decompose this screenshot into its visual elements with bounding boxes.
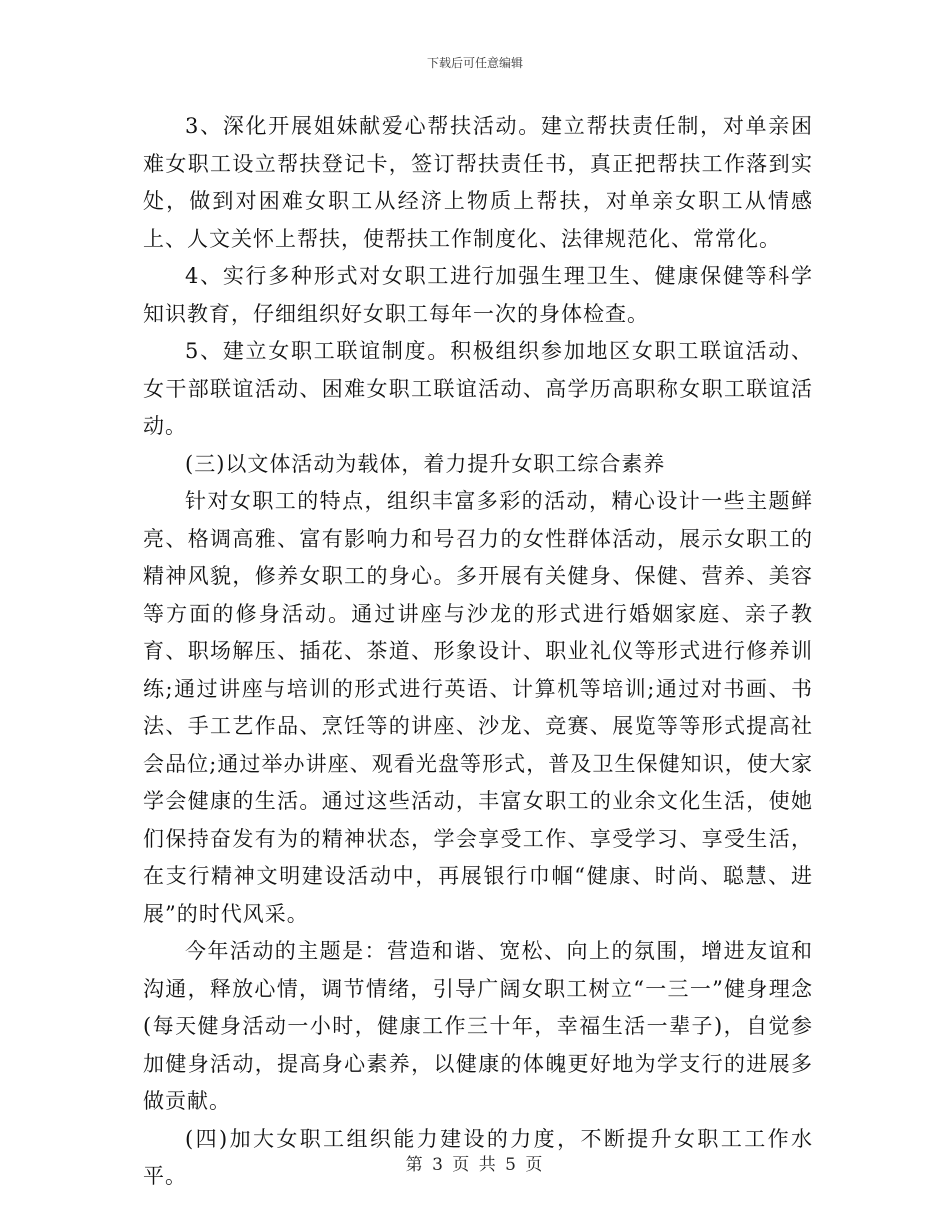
paragraph-theme: 今年活动的主题是：营造和谐、宽松、向上的氛围，增进友谊和沟通，释放心情，调节情绪，引导广阔女职工树立“一三一”健身理念(每天健身活动一小时，健康工作三十年，幸福生活一辈子)，自觉参加健身活动，提高身心素养，以健康的体魄更好地为学支行的进展多做贡献。 (143, 939, 813, 1113)
document-body (143, 108, 813, 1196)
paragraph-item-5: 5、建立女职工联谊制度。积极组织参加地区女职工联谊活动、女干部联谊活动、困难女职工联谊活动、高学历高职称女职工联谊活动。 (143, 339, 813, 438)
paragraph-item-4: 4、实行多种形式对女职工进行加强生理卫生、健康保健等科学知识教育，仔细组织好女职工每年一次的身体检查。 (143, 264, 813, 326)
paragraph-item-3: 3、深化开展姐妹献爱心帮扶活动。建立帮扶责任制，对单亲困难女职工设立帮扶登记卡，签订帮扶责任书，真正把帮扶工作落到实处，做到对困难女职工从经济上物质上帮扶，对单亲女职工从情感上、人文关怀上帮扶，使帮扶工作制度化、法律规范化、常常化。 (143, 114, 813, 251)
paragraph-activities: 针对女职工的特点，组织丰富多彩的活动，精心设计一些主题鲜亮、格调高雅、富有影响力和号召力的女性群体活动，展示女职工的精神风貌，修养女职工的身心。多开展有关健身、保健、营养、美容等方面的修身活动。通过讲座与沙龙的形式进行婚姻家庭、亲子教育、职场解压、插花、茶道、形象设计、职业礼仪等形式进行修养训练;通过讲座与培训的形式进行英语、计算机等培训;通过对书画、书法、手工艺作品、烹饪等的讲座、沙龙、竞赛、展览等等形式提高社会品位;通过举办讲座、观看光盘等形式，普及卫生保健知识，使大家学会健康的生活。通过这些活动，丰富女职工的业余文化生活，使她们保持奋发有为的精神状态，学会享受工作、享受学习、享受生活，在支行精神文明建设活动中，再展银行巾帼“健康、时尚、聪慧、进展”的时代风采。 (143, 489, 813, 926)
header-note: 下载后可任意编辑 (426, 56, 523, 70)
section-heading-3: (三)以文体活动为载体，着力提升女职工综合素养 (185, 451, 666, 476)
page-number: 第 3 页 共 5 页 (405, 1155, 545, 1175)
section-heading-4: (四)加大女职工组织能力建设的力度，不断提升女职工工作水平。 (143, 1126, 813, 1188)
